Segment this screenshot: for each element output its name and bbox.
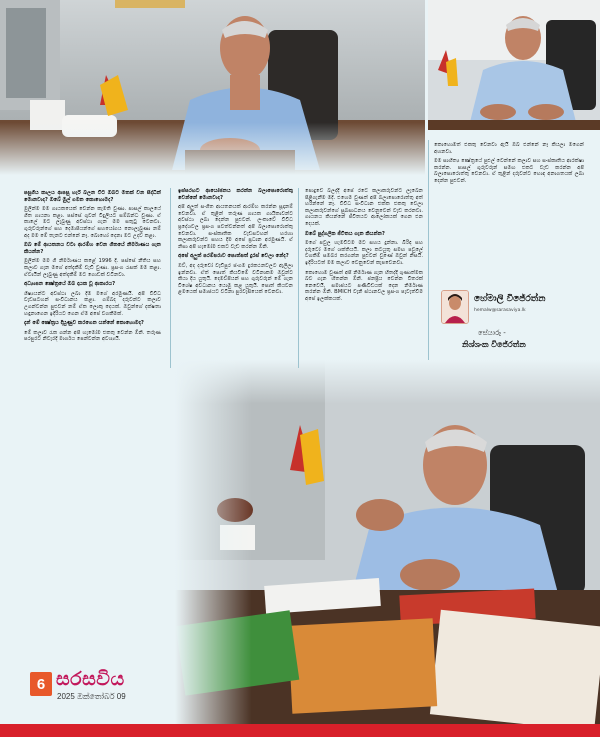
answer: පොදුවේ බලද්දී අපේ රටේ කලාකරුවන්ට ලැබෙන පිළිගැනීම මදි. එහෙම වුණත් අපි බලාපොරොත්තු අත් හරින්නේ නෑ. විවිධ සංවිධාන එක්ක එකතු වෙලා කලාකරුවන්ගේ සුබසාධනය වෙනුවෙන් වැඩ කරනවා. ගායනය කියන්නේ ජීවිතයට ආලෝකයක් ගෙන එන දෙයක්. xyxy=(305,188,423,227)
article-column-2 xyxy=(178,188,293,488)
question: ඔබේ පුද්ගලික ජීවිතය ගැන කියන්න? xyxy=(305,230,385,237)
answer: මුලින්ම මම ගී නිර්මාණය කළේ 1996 දී. පස්සේ නීතිය සහ කලාව ගැන මගේ අත්දැකීම් වැඩි වුණා. ප්‍රසංග රැසක් මම කළා. ඒවායින් ලැබුණු අත්දැකීම් මට ගොඩක් වටිනවා. xyxy=(24,258,161,278)
publication-logo: සරසවිය xyxy=(56,668,125,690)
answer: අපි අලුත් සංගීත ආයතනයක් ආරම්භ කරන්න සූදානම් වෙනවා. ඒ තුළින් තරුණ ගායක ගායිකාවන්ට අවස්ථා ලබා දෙන්න පුළුවන්. ලංකාවේ විවිධ ප්‍රදේශවල ප්‍රසංග පවත්වන්නත් අපි බලාපොරොත්තු වෙනවා. සංස්කෘතික වැඩසටහන් හරහා කලාකරුවන්ට සහය දීම අපේ ප්‍රධාන අරමුණයි. ඒ නිසා අපි හැමෝම එකට වැඩ කරන්න ඕනි. xyxy=(178,204,293,250)
photo-credit-label: සේයාරූ - xyxy=(478,329,506,337)
answer: ශිෂ්‍යයන්ට අවස්ථා ලබා දීම මගේ අරමුණයි. අපි විවිධ වැඩසටහන් සංවිධානය කළා. ගම්බද දරුවන්ට කලාව උගන්වන්න පුළුවන් නම් ඒක ලොකු දෙයක්. ඔවුන්ගේ දක්ෂතා හඳුනාගෙන ඉදිරියට ගෙන ඒම අපේ වගකීමක්. xyxy=(24,290,161,317)
column-divider xyxy=(298,188,299,368)
article-column-4 xyxy=(434,142,584,282)
author-avatar xyxy=(441,290,469,324)
question: ඉස්සරහට ආයෝජනය කරන්න බලාපොරොත්තු වෙන්නේ මොනවාද? xyxy=(178,188,293,201)
question: පසුගිය කාලය ආපසු හැරී බලන විට ඔබට මතක් වන සිද්ධීන් මොනවාද? ඔබේ මුල් ගමන කොහොමද? xyxy=(24,190,161,203)
answer: මුලින්ම මම ගායකයෙක් වෙන්න කැමති වුණා. පාසල් කාලයේ ගීත ගායනා කළා. පස්සේ ගුවන් විදුලියට සම්බන්ධ වුණා. ඒ කාලේ මට ලැබුණු අවස්ථා ගැන මම සතුටු වෙනවා. ගුරුවරුන්ගේ සහ දෙමාපියන්ගේ සහයෝගය නොලැබුණා නම් අද මම මේ තැනට එන්නේ නෑ. බොහෝ දෙනා මට උදව් කළා. xyxy=(24,206,161,239)
article-column-3 xyxy=(305,188,423,378)
answer: මම සාහිත්‍ය ක්‍ෂේත්‍රයේ පුළුල් වෙන්නේ කලාව සහ සංස්කෘතිය ආරක්ෂා කරන්න. පාසල් ගුරුවරුන් සමඟ එකට වැඩ කරන්න අපි බලාපොරොත්තු වෙනවා. ඒ තුළින් දරුවන්ට හොඳ අනාගතයක් ලබා දෙන්න පුළුවන්. xyxy=(434,158,584,184)
page-number: 6 xyxy=(30,672,52,696)
column-divider xyxy=(170,188,171,368)
answer: කොහොම වුණත් අපි නිර්මාණ ගැන හිතද්දී ගුණාත්මක බව ගැන හිතන්න ඕනි. ජනප්‍රිය වෙන්න විතරක් නෙවෙයි, සමාජයට පණිවිඩයක් දෙන නිර්මාණ කරන්න ඕනි. BMICH වැනි ස්ථානවල ප්‍රසංග පැවැත්වීම අපේ ඉලක්කයක්. xyxy=(305,269,423,302)
photographer-name: නිශ්ශංක විජේරත්න xyxy=(462,340,526,349)
column-divider xyxy=(428,140,429,360)
author-name: හේමාලි විජේරත්න xyxy=(474,294,546,304)
issue-date: 2025 ඔක්තෝබර් 09 xyxy=(57,692,126,701)
photo-interview-main xyxy=(0,0,425,175)
answer: කොහොමත් එකතු වෙනවා ඇයි ඔබ එන්නේ නෑ කියලා මගෙන් අහනවා. xyxy=(434,142,584,155)
question: දැන් මේ ක්‍ෂේත්‍රය දියුණුව කරගෙන යන්නේ කොහොමද? xyxy=(24,320,144,327)
answer: මගේ පවුල හැමවිටම මට සහය දුන්නා. බිරිඳ සහ දරුවෝ මගේ ශක්තියයි. කලා කටයුතු සමඟ පවුලේ වගකීම් සමබර කරගන්න පුළුවන් වුණේ ඔවුන් නිසයි. ඉදිරියටත් මම කලාව වෙනුවෙන් කැපවෙනවා. xyxy=(305,240,423,266)
article-column-1 xyxy=(24,190,161,650)
author-email[interactable]: hemalw@sarasaviya.lk xyxy=(474,308,526,313)
question: අධ්‍යාපන ක්‍ෂේත්‍රයේ ඔබ දායක වූ ආකාරය? xyxy=(24,281,116,288)
question: අපේ අලුත් පරම්පරාව පොත්පත් දුරස් වෙලා නේද? xyxy=(178,253,289,260)
answer: ඔව්, අද දරුවෝ වැඩිපුර ජංගම දුරකථනවලට ඇලිලා ඉන්නවා. ඒත් පොත් කියවීමේ වටිනාකම ඔවුන්ට කියා දිය යුතුයි. දෙමව්පියන් සහ ගුරුවරුන් මේ ගැන විශේෂ අවධානය යොමු කළ යුතුයි. පොත් කියවන ළමයෙක් සමාජයට වටිනා පුරවැසියෙක් වෙනවා. xyxy=(178,262,293,296)
bottom-red-bar xyxy=(0,724,600,737)
question: ඔබ මේ ආයතනය වටා ආරම්භ වෙන ගීතයේ නිර්මාණය ගැන කියන්න? xyxy=(24,242,161,255)
answer: මේ කලාව රැක ගන්න අපි හැමෝම එකතු වෙන්න ඕනි. තරුණ පරපුරට නිවැරදි මාර්ගය පෙන්වන්න අවශ්‍යයි. xyxy=(24,329,161,343)
photo-interview-portrait xyxy=(428,0,600,130)
